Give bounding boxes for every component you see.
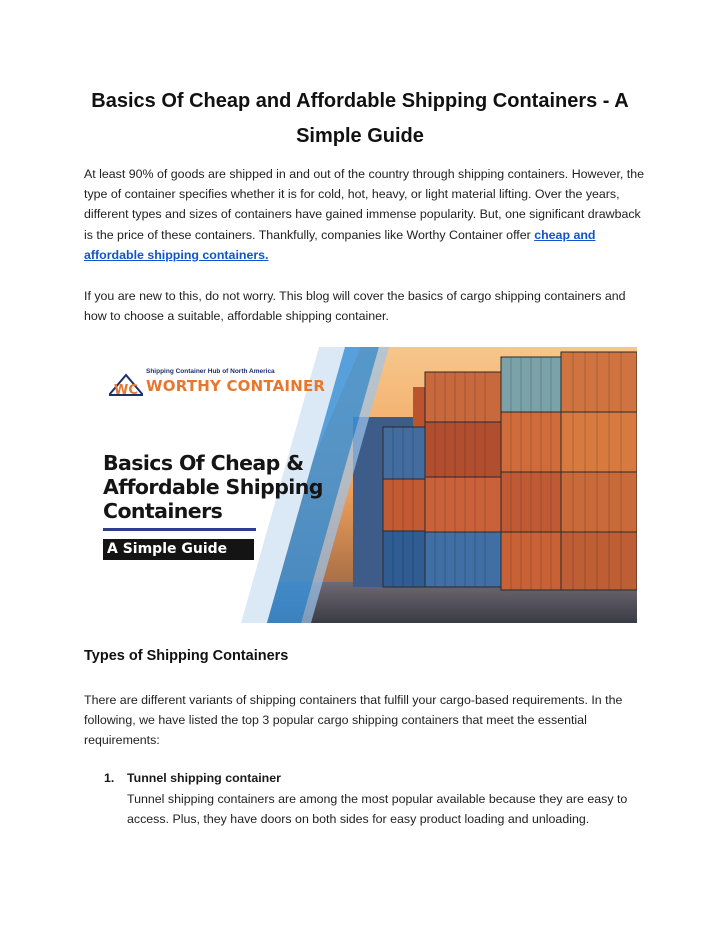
logo-mark-icon [109,373,143,399]
banner-divider [103,528,256,531]
document-title: Basics Of Cheap and Affordable Shipping Containers - A Simple Guide [91,90,629,147]
intro-paragraph [84,164,644,265]
logo-wordmark: WORTHY CONTAINER [146,377,326,395]
affordable-containers-link[interactable]: cheap and affordable shipping containers. [84,227,596,262]
svg-text:WC: WC [114,383,138,398]
container-variants-paragraph: There are different variants of shipping containers that fulfill your cargo-based requirements. In the following, we have listed the top 3 popular cargo shipping containers that meet the essential requirements: [84,693,623,748]
logo-tagline: Shipping Container Hub of North America [146,368,275,375]
section-heading: Types of Shipping Containers [84,648,289,664]
list-item-title: Tunnel shipping container [127,771,281,785]
blog-overview-paragraph: If you are new to this, do not worry. This blog will cover the basics of cargo shipping containers and how to choose a suitable, affordable shipping container. [84,289,626,324]
article-banner-image [83,347,637,623]
list-item-number: 1. [104,771,115,785]
banner-heading: Basics Of Cheap & Affordable Shipping Containers [103,451,323,523]
list-item-body: Tunnel shipping containers are among the most popular available because they are easy to access. Plus, they have doors on both sides for easy product loading and unloading. [127,792,628,827]
intro-text: At least 90% of goods are shipped in and out of the country through shipping containers. However, the type of container specifies whether it is for cold, hot, heavy, or light material lifting. Over the years, different types and sizes of containers have gained immense popularity. But, one significant drawback is the price of these containers. Thankfully, companies like Worthy Container offer [84,167,645,242]
banner-subheading: A Simple Guide [103,539,254,560]
